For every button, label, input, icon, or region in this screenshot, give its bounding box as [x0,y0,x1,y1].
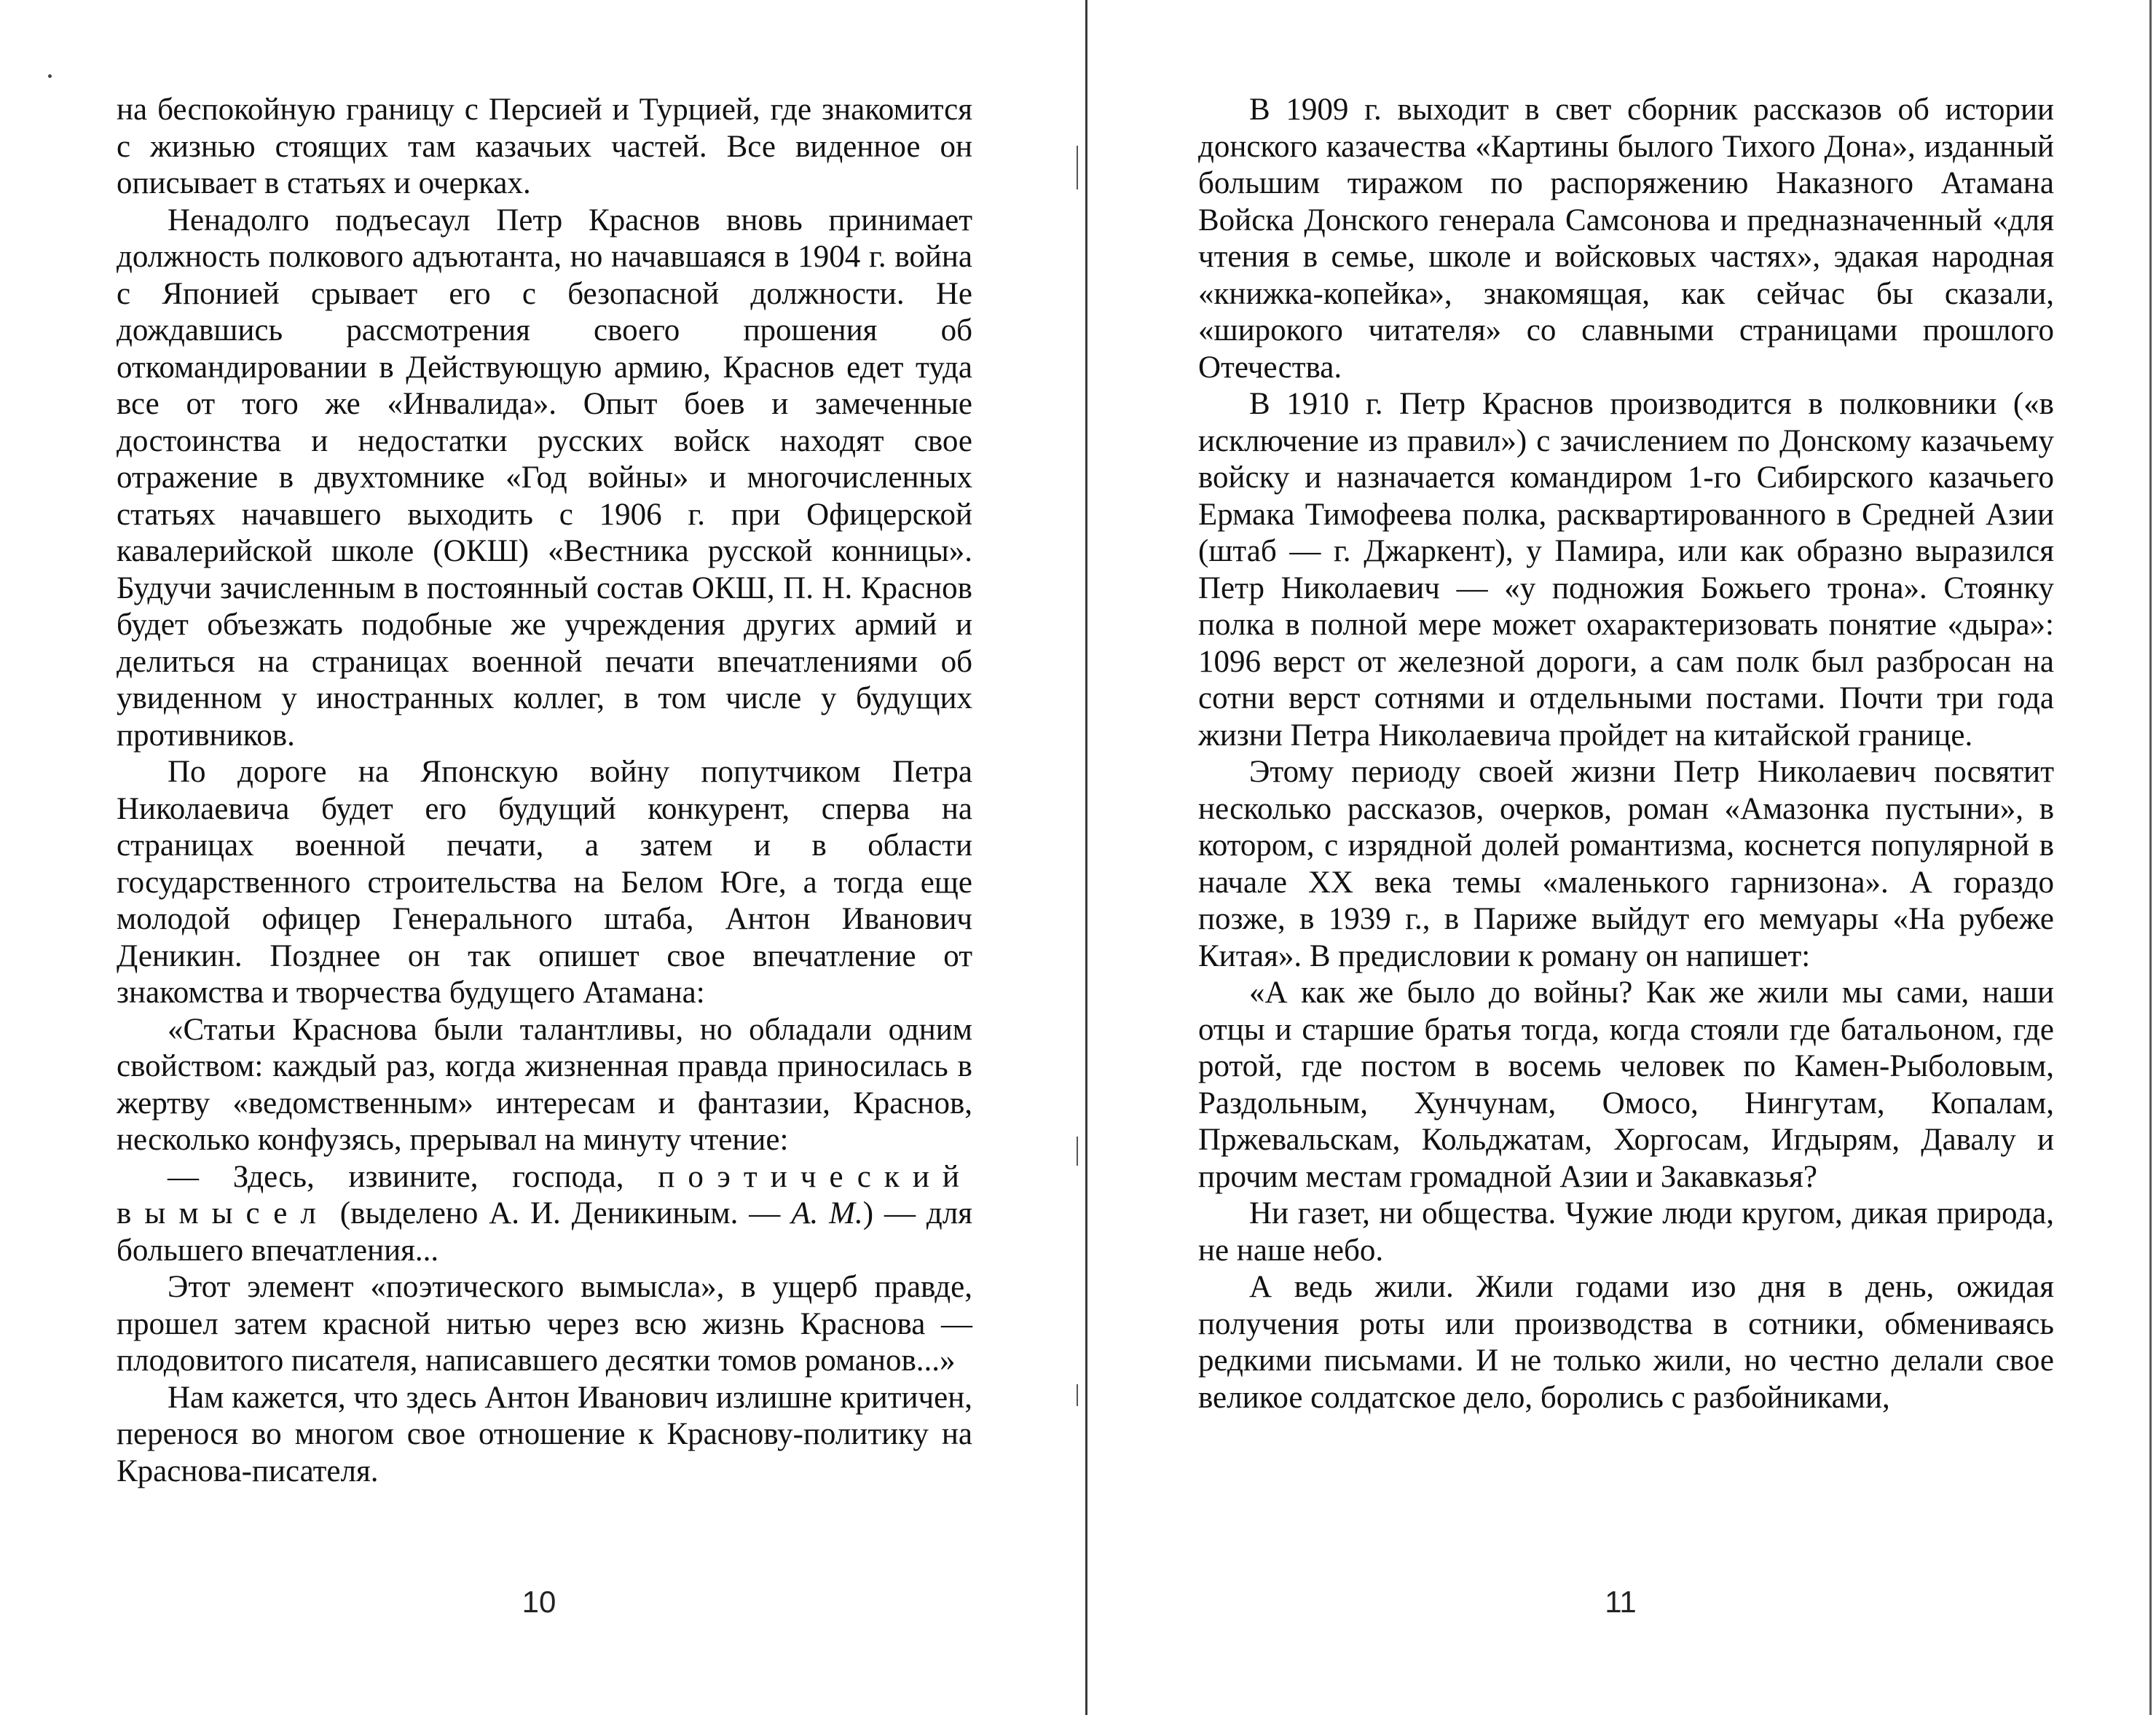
author-initials: А. М. [791,1196,863,1231]
quote-paragraph: «А как же было до войны? Как же жили мы сами, наши отцы и старшие братья тогда, когда стояли где батальоном, где ротой, где постом в восемь человек по Камен-Рыболовым, Раздольным, Хунчунам, Омосо, Нингутам, Копалам, Пржевальскам, Кольджатам, Хоргосам, Игдырям, Давалу и прочим местам громадной Азии и Закавказья? [1198,976,2054,1194]
paragraph: По дороге на Японскую войну попутчиком Петра Николаевича будет его будущий конкурент, сперва на страницах военной печати, а затем и в области государственного строительства на Белом Юге, а тогда еще молодой офицер Генерального штаба, Антон Иванович Деникин. Позднее он так опишет свое впечатление от знакомства и творчества будущего Атамана: [117,755,972,1010]
paragraph: В 1909 г. выходит в свет сборник рассказов об истории донского казачества «Картины былого Тихого Дона», изданный большим тиражом по распоряжению Наказного Атамана Войска Донского генерала Самсонова и предназначенный «для чтения в семье, школе и войсковых частях», эдакая народная «книжка-копейка», знакомящая, как сейчас бы сказали, «широкого читателя» со славными страницами прошлого Отечества. [1198,93,2054,385]
spaced-emphasis: поэтический вымысел [117,1159,972,1231]
quote-paragraph: Этот элемент «поэтического вымысла», в ущерб правде, прошел затем красной нитью через всю жизнь Краснова — плодовитого писателя, написавшего десятки томов романов...» [117,1270,972,1378]
left-page-text [117,92,972,1490]
right-page [1198,92,2054,1416]
quote-paragraph: А ведь жили. Жили годами изо дня в день, ожидая получения роты или производства в сотники, обмениваясь редкими письмами. И не только жили, но честно делали свое великое солдатское дело, боролись с разбойниками, [1198,1270,2054,1415]
gutter-mark [1077,146,1078,189]
dialogue-text: — Здесь, извините, господа, [168,1159,658,1194]
paragraph: Этому периоду своей жизни Петр Николаевич посвятит несколько рассказов, очерков, роман «Амазонка пустыни», в котором, с изрядной долей романтизма, коснется популярной в начале XX века темы «маленького гарнизона». А гораздо позже, в 1939 г., в Париже выйдут его мемуары «На рубеже Китая». В предисловии к роману он напишет: [1198,755,2054,973]
dialogue-text: (выделено А. И. Деникиным. — [328,1196,792,1231]
page-number-left: 10 [522,1585,556,1619]
paragraph: В 1910 г. Петр Краснов производится в полковники («в исключение из правил») с зачислением по Донскому казачьему войску и назначается командиром 1-го Сибирского казачьего Ермака Тимофеева полка, расквартированного в Средней Азии (штаб — г. Джаркент), у Памира, или как образно выразился Петр Николаевич — «у подножия Божьего трона». Стоянку полка в полной мере может охарактеризовать понятие «дыра»: 1096 верст от железной дороги, а сам полк был разбросан на сотни верст сотнями и отдельными постами. Почти три года жизни Петра Николаевича пройдет на китайской границе. [1198,387,2054,753]
quote-paragraph: Ни газет, ни общества. Чужие люди кругом, дикая природа, не наше небо. [1198,1196,2054,1268]
gutter-mark [1077,1384,1078,1406]
dialogue-text: ) — для большего впечатления... [117,1196,972,1268]
quote-paragraph: «Статьи Краснова были талантливы, но обладали одним свойством: каждый раз, когда жизненная правда приносилась в жертву «ведомственным» интересам и фантазии, Краснов, несколько конфузясь, прерывал на минуту чтение: [117,1012,972,1157]
left-page [117,92,972,1490]
paragraph: Ненадолго подъесаул Петр Краснов вновь принимает должность полкового адъютанта, но начавшаяся в 1904 г. война с Японией срывает его с безопасной должности. Не дождавшись рассмотрения своего прошения об откомандировании в Действующую армию, Краснов едет туда все от того же «Инвалида». Опыт боев и замеченные достоинства и недостатки русских войск находят свое отражение в двухтомнике «Год войны» и многочисленных статьях начавшего выходить с 1906 г. при Офицерской кавалерийской школе (ОКШ) «Вестника русской конницы». Будучи зачисленным в постоянный состав ОКШ, П. Н. Краснов будет объезжать подобные же учреждения других армий и делиться на страницах военной печати впечатлениями об увиденном у иностранных коллег, в том числе у будущих противников. [117,203,972,753]
scan-speck [48,74,52,78]
quote-dialogue-line [117,1159,972,1270]
paragraph: на беспокойную границу с Персией и Турцией, где знакомится с жизнью стоящих там казачьих частей. Все виденное он описывает в статьях и очерках. [117,93,972,200]
page-gutter-divider [1085,0,1087,1715]
gutter-mark [1077,1137,1078,1166]
page-number-right: 11 [1605,1585,1637,1619]
page-edge-line [2149,0,2152,1715]
paragraph: Нам кажется, что здесь Антон Иванович излишне критичен, перенося во многом свое отношение к Краснову-политику на Краснова-писателя. [117,1380,972,1488]
right-page-text [1198,92,2054,1416]
